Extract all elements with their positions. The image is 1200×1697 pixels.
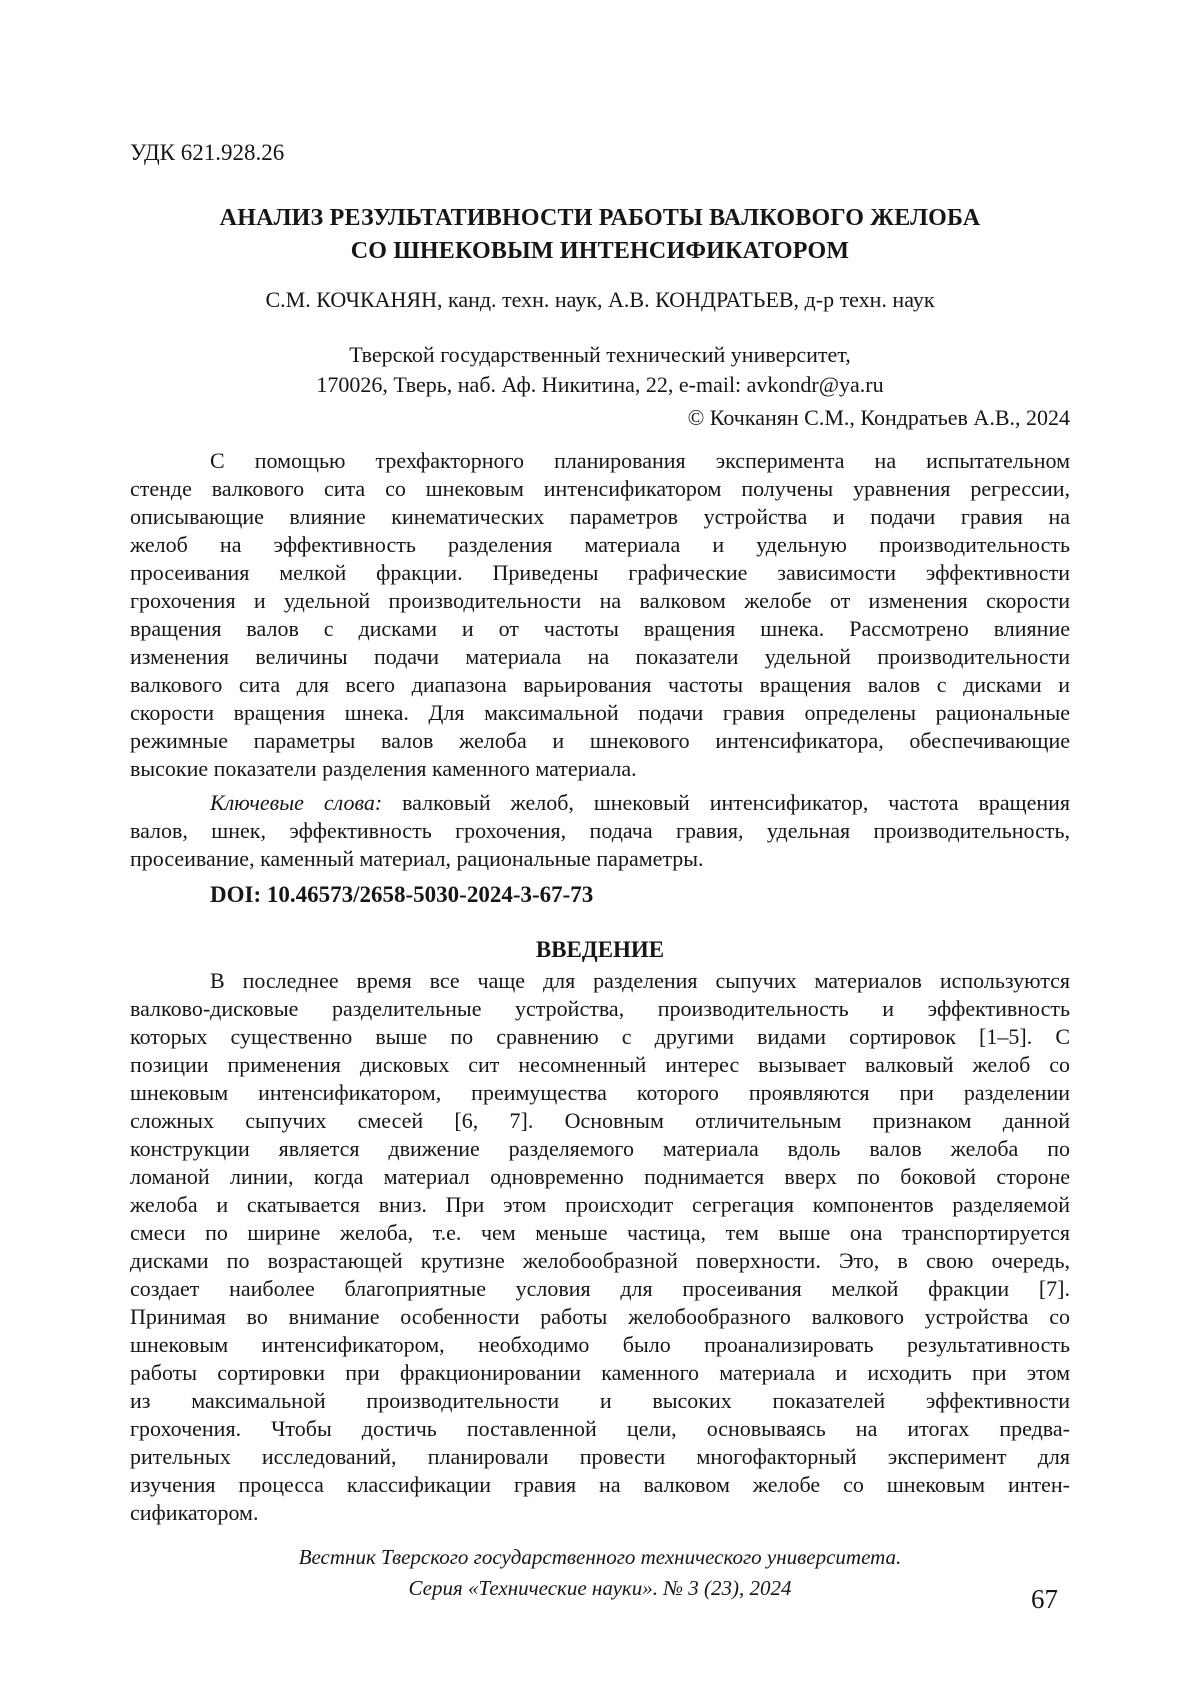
introduction-paragraph xyxy=(130,967,1070,1527)
text-line: шнековым интенсификатором, преимущества которого проявляются при разделении xyxy=(130,1080,1070,1105)
article-title-line-2: СО ШНЕКОВЫМ ИНТЕНСИФИКАТОРОМ xyxy=(350,238,850,264)
page-content xyxy=(0,140,1200,1527)
text-line: валково-дисковые разделительные устройства, производительность и эффективность xyxy=(130,996,1070,1021)
affiliation-line-2: 170026, Тверь, наб. Аф. Никитина, 22, e-mail: avkondr@ya.ru xyxy=(316,372,884,397)
page-number: 67 xyxy=(1031,1584,1058,1614)
footer-line-2: Серия «Технические науки». № 3 (23), 2024 xyxy=(408,1576,792,1600)
text-line: работы сортировки при фракционировании каменного материала и исходить при этом xyxy=(130,1360,1070,1385)
text-line: смеси по ширине желоба, т.е. чем меньше частица, тем выше она транспортируется xyxy=(130,1220,1070,1245)
text-line: изучения процесса классификации гравия на валковом желобе со шнековым интен- xyxy=(130,1472,1070,1497)
text-line: высокие показатели разделения каменного материала. xyxy=(130,756,637,781)
text-line: режимные параметры валов желоба и шнекового интенсификатора, обеспечивающие xyxy=(130,728,1070,753)
affiliation-block xyxy=(130,340,1070,400)
abstract-paragraph xyxy=(130,447,1070,783)
article-title xyxy=(130,202,1070,268)
journal-footer xyxy=(130,1542,1070,1604)
text-line: позиции применения дисковых сит несомненный интерес вызывает валковый желоб со xyxy=(130,1052,1070,1077)
affiliation-line-1: Тверской государственный технический университет, xyxy=(349,342,851,367)
text-line: конструкции является движение разделяемого материала вдоль валов желоба по xyxy=(130,1136,1070,1161)
text-line: создает наиболее благоприятные условия для просеивания мелкой фракции [7]. xyxy=(130,1276,1070,1301)
text-line: валкового сита для всего диапазона варьирования частоты вращения валов с дисками и xyxy=(130,672,1070,697)
text-line: желоб на эффективность разделения материала и удельную производительность xyxy=(130,532,1070,557)
text-line: грохочения и удельной производительности на валковом желобе от изменения скорости xyxy=(130,588,1070,613)
text-line: ломаной линии, когда материал одновременно поднимается вверх по боковой стороне xyxy=(130,1164,1070,1189)
introduction-heading: ВВЕДЕНИЕ xyxy=(535,937,665,962)
text-line: сификатором. xyxy=(130,1500,259,1525)
text-line: Ключевые слова: валковый желоб, шнековый интенсификатор, частота вращения xyxy=(210,790,1071,815)
text-line: стенде валкового сита со шнековым интенсификатором получены уравнения регрессии, xyxy=(130,476,1070,501)
text-line: скорости вращения шнека. Для максимальной подачи гравия определены рациональные xyxy=(130,700,1070,725)
footer-line-1: Вестник Тверского государственного технического университета. xyxy=(298,1545,902,1569)
article-title-line-1: АНАЛИЗ РЕЗУЛЬТАТИВНОСТИ РАБОТЫ ВАЛКОВОГО ЖЕЛОБА xyxy=(219,205,981,231)
text-line: В последнее время все чаще для разделения сыпучих материалов используются xyxy=(210,968,1070,993)
text-line: валов, шнек, эффективность грохочения, подача гравия, удельная производительность, xyxy=(130,818,1070,843)
text-line: желоба и скатывается вниз. При этом происходит сегрегация компонентов разделяемой xyxy=(130,1192,1070,1217)
keywords-paragraph xyxy=(130,789,1070,873)
text-line: просеивание, каменный материал, рациональные параметры. xyxy=(130,846,704,871)
doi-line: DOI: 10.46573/2658-5030-2024-3-67-73 xyxy=(210,882,594,907)
keywords-label: Ключевые слова: xyxy=(210,790,383,815)
text-line: сложных сыпучих смесей [6, 7]. Основным отличительным признаком данной xyxy=(130,1108,1070,1133)
text-line: шнековым интенсификатором, необходимо было проанализировать результативность xyxy=(130,1332,1070,1357)
text-line: просеивания мелкой фракции. Приведены графические зависимости эффективности xyxy=(130,560,1070,585)
text-line: грохочения. Чтобы достичь поставленной цели, основываясь на итогах предва- xyxy=(130,1416,1070,1441)
text-line: дисками по возрастающей крутизне желобообразной поверхности. Это, в свою очередь, xyxy=(130,1248,1070,1273)
text-line: которых существенно выше по сравнению с другими видами сортировок [1–5]. С xyxy=(130,1024,1070,1049)
text-line: вращения валов с дисками и от частоты вращения шнека. Рассмотрено влияние xyxy=(130,616,1070,641)
copyright-line: © Кочканян С.М., Кондратьев А.В., 2024 xyxy=(687,405,1070,430)
text-line: из максимальной производительности и высоких показателей эффективности xyxy=(130,1388,1070,1413)
text-line: С помощью трехфакторного планирования эксперимента на испытательном xyxy=(210,448,1070,473)
text-line: Принимая во внимание особенности работы желобообразного валкового устройства со xyxy=(130,1304,1070,1329)
text-line: рительных исследований, планировали провести многофакторный эксперимент для xyxy=(130,1444,1070,1469)
text-line: изменения величины подачи материала на показатели удельной производительности xyxy=(130,644,1070,669)
text-line: описывающие влияние кинематических параметров устройства и подачи гравия на xyxy=(130,504,1070,529)
udk-code: УДК 621.928.26 xyxy=(130,140,285,165)
authors-line: С.М. КОЧКАНЯН, канд. техн. наук, А.В. КОНДРАТЬЕВ, д-р техн. наук xyxy=(265,287,935,312)
